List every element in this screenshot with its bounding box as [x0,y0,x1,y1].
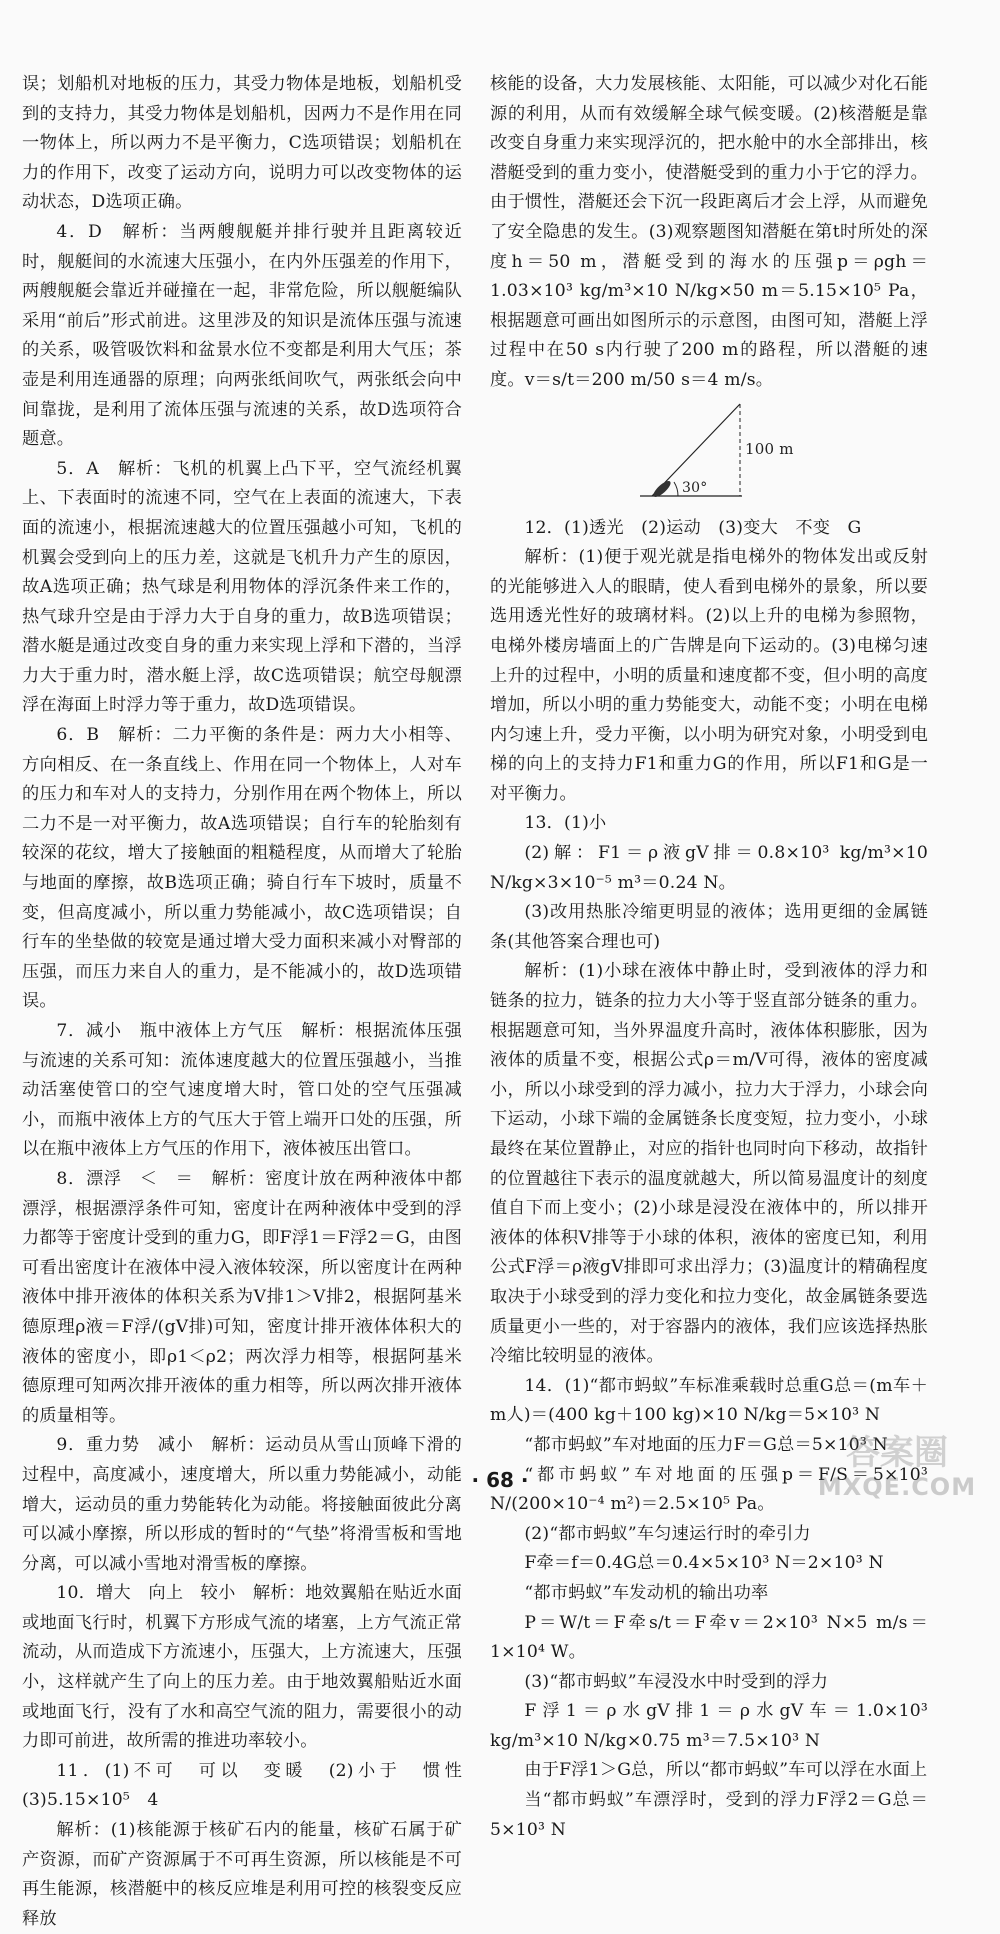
answer-13-analysis: 解析：(1)小球在液体中静止时，受到液体的浮力和链条的拉力，链条的拉力大小等于竖直部分链条的重力。根据题意可知，当外界温度升高时，液体体积膨胀，因为液体的质量不变，根据公式ρ＝m/V可得，液体的密度减小，所以小球受到的浮力减小，拉力大于浮力，小球会向下运动，小球下端的金属链条长度变短，拉力变小，小球最终在某位置静止，对应的指针也同时向下移动，故指针的位置越往下表示的温度就越大，所以简易温度计的刻度值自下而上变小；(2)小球是浸没在液体中的，所以排开液体的体积V排等于小球的体积，液体的密度已知，利用公式F浮＝ρ液gV排即可求出浮力；(3)温度计的精确程度取决于小球受到的浮力变化和拉力变化，故金属链条要选质量更小一些的，对于容器内的液体，我们应该选择热胀冷缩比较明显的液体。 [490,961,928,1367]
answer-14-pressure: “都市蚂蚁”车对地面的压强p＝F/S＝5×10³ N/(200×10⁻⁴ m²)＝2.5×10⁵ Pa。 [490,1464,928,1515]
left-column [22,70,480,1934]
answer-14-power-label: “都市蚂蚁”车发动机的输出功率 [524,1582,769,1603]
answer-14-float-condition: 由于F浮1＞G总，所以“都市蚂蚁”车可以浮在水面上 [524,1760,928,1781]
answer-10: 10．增大 向上 较小 解析：地效翼船在贴近水面或地面飞行时，机翼下方形成气流的堵塞，上方气流正常流动，从而造成下方流速小，压强大，上方流速大，压强小，这样就产生了向上的压力差。由于地效翼船贴近水面或地面飞行，没有了水和高空气流的阻力，需要很小的动力即可前进，故所需的推进功率较小。 [22,1583,462,1752]
answer-14-part2: (2)“都市蚂蚁”车匀速运行时的牵引力 [524,1523,811,1544]
answer-4: 4．D 解析：当两艘舰艇并排行驶并且距离较近时，舰艇间的水流速大压强小，在内外压强差的作用下，两艘舰艇会靠近并碰撞在一起，非常危险，所以舰艇编队采用“前后”形式前进。这里涉及的知识是流体压强与流速的关系，吸管吸饮料和盆景水位不变都是利用大气压；茶壶是利用连通器的原理；向两张纸间吹气，两张纸会向中间靠拢，是利用了流体压强与流速的关系，故D选项符合题意。 [22,221,462,450]
answer-13-part2: (2)解：F1＝ρ液gV排＝0.8×10³ kg/m³×10 N/kg×3×10⁻⁵ m³＝0.24 N。 [490,843,928,893]
diagram-height-label: 100 m [745,439,794,458]
answer-14-pressure-force: “都市蚂蚁”车对地面的压力F＝G总＝5×10³ N [524,1434,888,1455]
answer-14-part3: (3)“都市蚂蚁”车浸没水中时受到的浮力 [524,1671,829,1692]
answer-6: 6．B 解析：二力平衡的条件是：两力大小相等、方向相反、在一条直线上、作用在同一个物体上，人对车的压力和车对人的支持力，分别作用在两个物体上，所以二力不是一对平衡力，故A选项错误；自行车的轮胎刻有较深的花纹，增大了接触面的粗糙程度，从而增大了轮胎与地面的摩擦，故B选项正确；骑自行车下坡时，质量不变，但高度减小，所以重力势能减小，故C选项错误；自行车的坐垫做的较宽是通过增大受力面积来减小对臀部的压强，而压力来自人的重力，是不能减小的，故D选项错误。 [22,725,462,1012]
diagram-angle-arc [674,482,678,496]
answer-11-analysis-continued: 核能的设备，大力发展核能、太阳能，可以减少对化石能源的利用，从而有效缓解全球气候变暖。(2)核潜艇是靠改变自身重力来实现浮沉的，把水舱中的水全部排出，核潜艇受到的重力变小，使潜艇受到的重力小于它的浮力。由于惯性，潜艇还会下沉一段距离后才会上浮，从而避免了安全隐患的发生。(3)观察题图知潜艇在第t时所处的深度h＝50 m，潜艇受到的海水的压强p＝ρgh＝1.03×10³ kg/m³×10 N/kg×50 m＝5.15×10⁵ Pa，根据题意可画出如图所示的示意图，由图可知，潜艇上浮过程中在50 s内行驶了200 m的路程，所以潜艇的速度。v＝s/t＝200 m/50 s＝4 m/s。 [490,74,928,390]
watermark-logo: 答案圈 [846,1433,948,1473]
watermark [802,1425,992,1505]
diagram-svg [490,396,928,514]
answer-11: 11．(1)不可 可以 变暖 (2)小于 惯性 (3)5.15×10⁵ 4 [22,1760,480,1811]
answer-8: 8．漂浮 ＜ ＝ 解析：密度计放在两种液体中都漂浮，根据漂浮条件可知，密度计在两种液体中受到的浮力都等于密度计受到的重力G，即F浮1＝F浮2＝G，由图可看出密度计在液体中浸入液体较深，所以密度计在两种液体中排开液体的体积关系为V排1＞V排2，根据阿基米德原理ρ液＝F浮/(gV排)可知，密度计排开液体体积大的液体的密度小，即ρ1＜ρ2；两次浮力相等，根据阿基米德原理可知两次排开液体的重力相等，所以两次排开液体的质量相等。 [22,1168,462,1426]
paragraph-continuation: 误；划船机对地板的压力，其受力物体是地板，划船机受到的支持力，其受力物体是划船机，因两力不是作用在同一物体上，所以两力不是平衡力，C选项错误；划船机在力的作用下，改变了运动方向，说明力可以改变物体的运动状态，D选项正确。 [22,74,462,213]
answer-14-buoyancy: F浮1＝ρ水gV排1＝ρ水gV车＝1.0×10³ kg/m³×10 N/kg×0.75 m³＝7.5×10³ N [490,1701,928,1751]
answer-14-floating-buoyancy: 当“都市蚂蚁”车漂浮时，受到的浮力F浮2＝G总＝5×10³ N [490,1790,928,1840]
watermark-site: MXQE.COM [817,1473,977,1501]
answer-11-analysis: 解析：(1)核能源于核矿石内的能量，核矿石属于矿产资源，而矿产资源属于不可再生资源，所以核能是不可再生能源，核潜艇中的核反应堆是利用可控的核裂变反应释放 [22,1820,462,1929]
answer-13-part3: (3)改用热胀冷缩更明显的液体；选用更细的金属链条(其他答案合理也可) [490,902,928,952]
diagram-angle-label: 30° [682,479,708,496]
submarine-ascent-diagram [490,396,928,514]
answer-7: 7．减小 瓶中液体上方气压 解析：根据流体压强与流速的关系可知：流体速度越大的位置压强越小，当推动活塞使管口的空气速度增大时，管口处的空气压强减小，而瓶中液体上方的气压大于管上端开口处的压强，所以在瓶中液体上方气压的作用下，液体被压出管口。 [22,1021,462,1160]
right-column [490,70,928,1845]
answer-14-part1: 14．(1)“都市蚂蚁”车标准乘载时总重G总＝(m车＋m人)＝(400 kg＋100 kg)×10 N/kg＝5×10³ N [490,1375,928,1426]
page-number: · 68 · [471,1468,529,1492]
answer-14-power: P＝W/t＝F牵s/t＝F牵v＝2×10³ N×5 m/s＝1×10⁴ W。 [490,1612,928,1663]
answer-9: 9．重力势 减小 解析：运动员从雪山顶峰下滑的过程中，高度减小，速度增大，所以重力势能减小，动能增大，运动员的重力势能转化为动能。将接触面彼此分离可以减小摩擦，所以形成的暂时的“气垫”将滑雪板和雪地分离，可以减小雪地对滑雪板的摩擦。 [22,1435,462,1574]
answer-14-traction: F牵＝f＝0.4G总＝0.4×5×10³ N＝2×10³ N [524,1553,884,1574]
answer-12: 12．(1)透光 (2)运动 (3)变大 不变 G [524,517,862,538]
answer-13: 13．(1)小 [524,813,607,834]
answer-5: 5．A 解析：飞机的机翼上凸下平，空气流经机翼上、下表面时的流速不同，空气在上表面的流速大，下表面的流速小，根据流速越大的位置压强越小可知，飞机的机翼会受到向上的压力差，这就是飞机升力产生的原因，故A选项正确；热气球是利用物体的浮沉条件来工作的，热气球升空是由于浮力大于自身的重力，故B选项错误；潜水艇是通过改变自身的重力来实现上浮和下潜的，当浮力大于重力时，潜水艇上浮，故C选项错误；航空母舰漂浮在海面上时浮力等于重力，故D选项错误。 [22,458,462,716]
answer-12-analysis: 解析：(1)便于观光就是指电梯外的物体发出或反射的光能够进入人的眼睛，使人看到电梯外的景象，所以要选用透光性好的玻璃材料。(2)以上升的电梯为参照物，电梯外楼房墙面上的广告牌是向下运动的。(3)电梯匀速上升的过程中，小明的质量和速度都不变，但小明的高度增加，所以小明的重力势能变大，动能不变；小明在电梯内匀速上升，受力平衡，以小明为研究对象，小明受到电梯的向上的支持力F1和重力G的作用，所以F1和G是一对平衡力。 [490,547,928,804]
